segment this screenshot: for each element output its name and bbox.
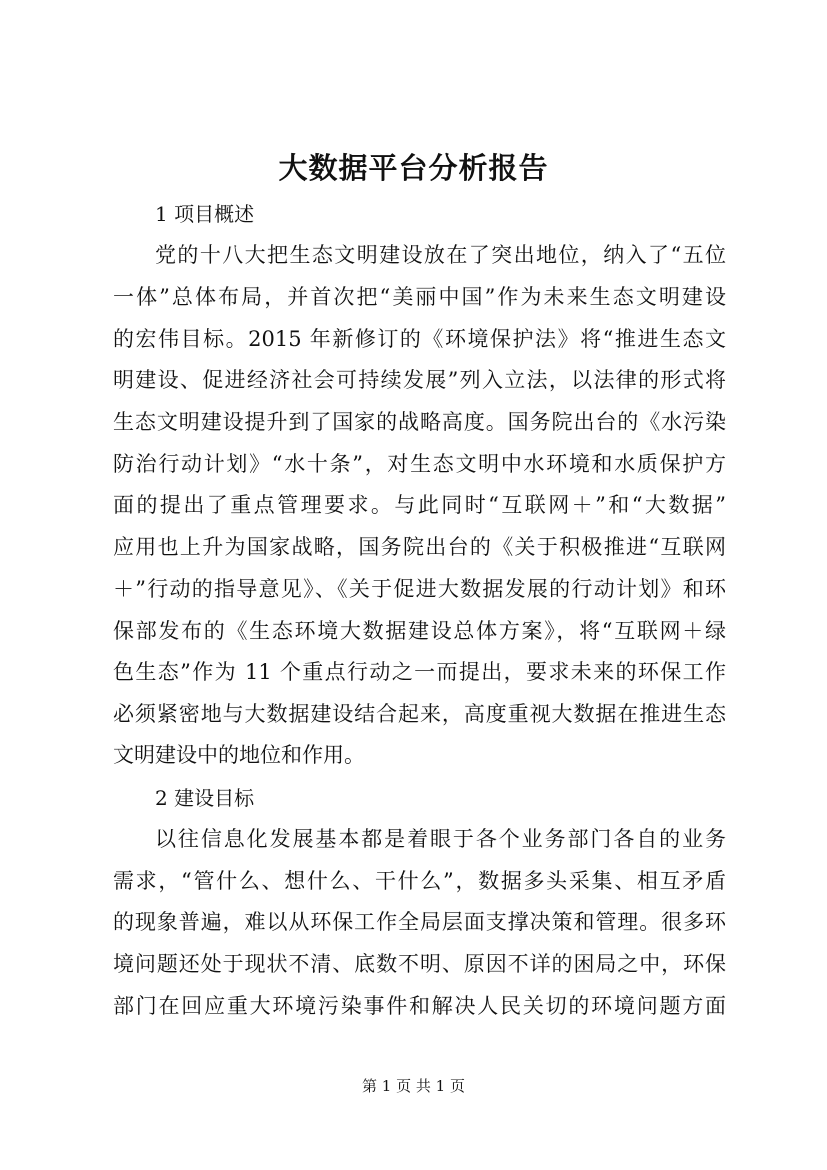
paragraph-line: 色生态”作为 11 个重点行动之一而提出，要求未来的环保工作	[113, 660, 726, 684]
paragraph-line: ＋”行动的指导意见》、《关于促进大数据发展的行动计划》和环	[113, 577, 726, 601]
section-heading-goals: 2 建设目标	[155, 786, 255, 810]
paragraph-line: 生态文明建设提升到了国家的战略高度。国务院出台的《水污染	[113, 410, 726, 434]
page-footer: 第 1 页 共 1 页	[362, 1077, 465, 1095]
paragraph-line: 的宏伟目标。2015 年新修订的《环境保护法》将“推进生态文	[113, 327, 726, 351]
paragraph-line: 部门在回应重大环境污染事件和解决人民关切的环境问题方面	[113, 994, 726, 1018]
paragraph-line: 保部发布的《生态环境大数据建设总体方案》，将“互联网＋绿	[113, 619, 726, 643]
paragraph-line: 需求，“管什么、想什么、干什么”，数据多头采集、相互矛盾	[113, 869, 726, 893]
paragraph-line: 文明建设中的地位和作用。	[113, 743, 365, 767]
paragraph-line: 应用也上升为国家战略，国务院出台的《关于积极推进“互联网	[113, 535, 726, 559]
paragraph-line: 境问题还处于现状不清、底数不明、原因不详的困局之中，环保	[113, 952, 726, 976]
paragraph-line: 的现象普遍，难以从环保工作全局层面支撑决策和管理。很多环	[113, 910, 726, 934]
paragraph-line: 必须紧密地与大数据建设结合起来，高度重视大数据在推进生态	[113, 702, 726, 726]
paragraph-line: 一体”总体布局，并首次把“美丽中国”作为未来生态文明建设	[113, 285, 726, 309]
paragraph-line: 以往信息化发展基本都是着眼于各个业务部门各自的业务	[155, 827, 726, 851]
paragraph-line: 防治行动计划》“水十条”，对生态文明中水环境和水质保护方	[113, 452, 726, 476]
paragraph-line: 面的提出了重点管理要求。与此同时“互联网＋”和“大数据”	[113, 493, 726, 517]
section-heading-overview: 1 项目概述	[155, 202, 255, 226]
paragraph-line: 明建设、促进经济社会可持续发展”列入立法，以法律的形式将	[113, 368, 726, 392]
document-title: 大数据平台分析报告	[278, 151, 549, 185]
paragraph-line: 党的十八大把生态文明建设放在了突出地位，纳入了“五位	[155, 243, 726, 267]
